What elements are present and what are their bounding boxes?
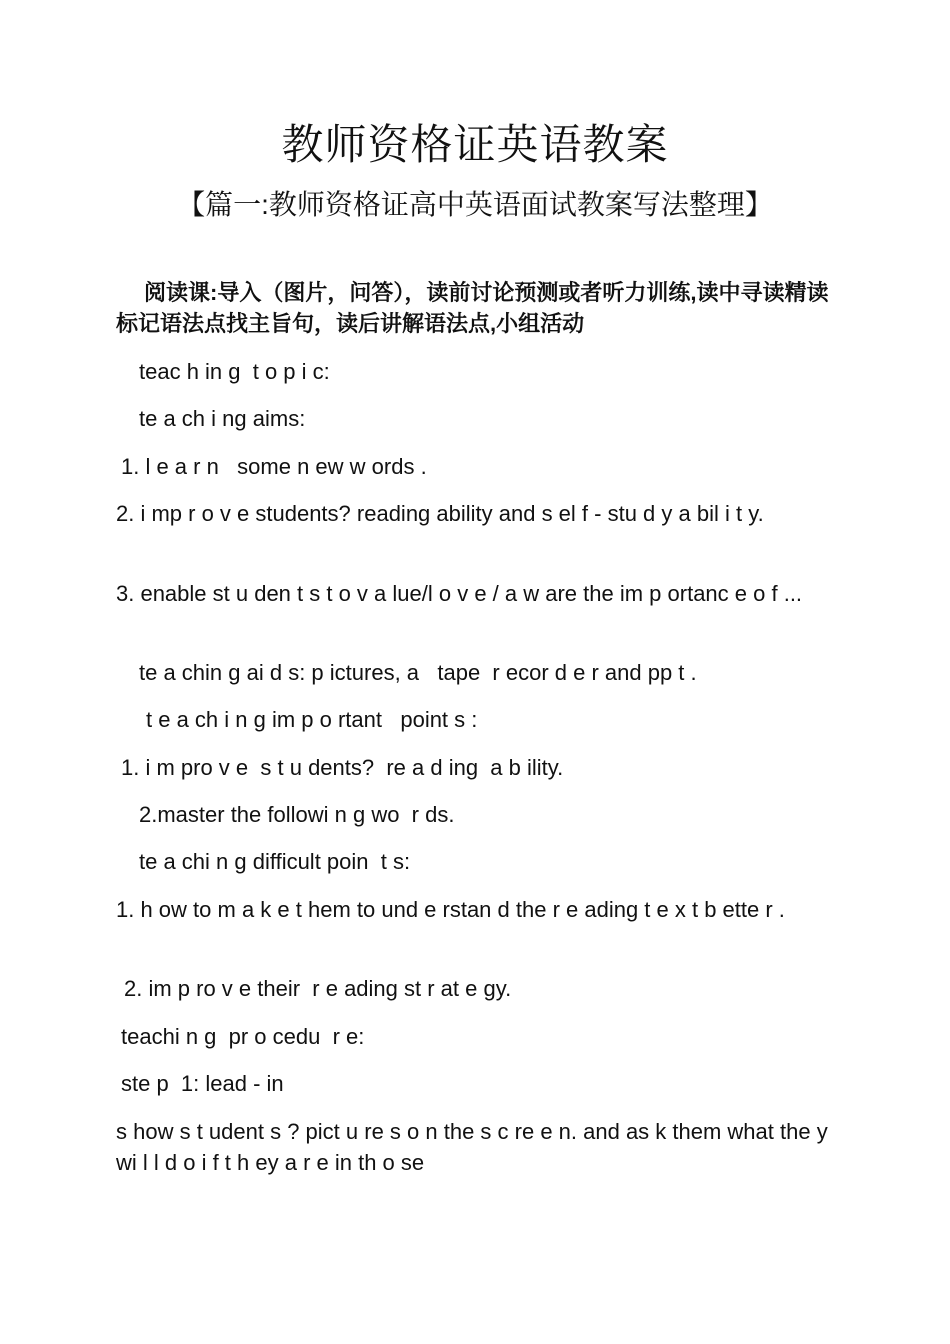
line-teaching-procedure: teachi n g pr o cedu r e: [121,1024,365,1049]
line-teaching-aims: te a ch i ng aims: [139,406,306,431]
line-important-1: 1. i m pro v e s t u dents? re a d ing a b ility. [121,755,564,780]
line-aim-3: 3. enable st u den t s t o v a lue/l o v e / a w are the im p ortanc e o f ... [116,581,803,606]
line-teaching-topic: teac h in g t o p i c: [139,359,330,384]
line-difficult-2: 2. im p ro v e their r e ading st r at e gy. [124,976,512,1001]
line-aim-1: 1. l e a r n some n ew w ords . [121,454,427,479]
document-subtitle: 【篇一:教师资格证高中英语面试教案写法整理】 [177,189,773,220]
intro-text: 阅读课:导入（图片，问答），读前讨论预测或者听力训练,读中寻读精读标记语法点找主旨句，读后讲解语法点,小组活动 [116,280,829,336]
line-difficult-1: 1. h ow to m a k e t hem to und e rstan d the r e ading t e x t b ette r . [116,897,785,922]
line-aim-2: 2. i mp r o v e students? reading ability and s el f - stu d y a bil i t y. [116,501,764,526]
intro-paragraph [116,277,836,339]
document-title: 教师资格证英语教案 [281,121,669,168]
line-teaching-aids: te a chin g ai d s: p ictures, a tape r ecor d e r and pp t . [139,660,697,685]
line-step-1-detail: s how s t udent s ? pict u re s o n the s c re e n. and as k them what the y wi l l d o i f t h ey a r e in th o se [116,1119,828,1175]
line-important-2: 2.master the followi n g wo r ds. [139,802,455,827]
line-important-points: t e a ch i n g im p o rtant point s : [146,707,478,732]
line-step-1: ste p 1: lead - in [121,1071,284,1096]
line-difficult-points: te a chi n g difficult poin t s: [139,849,411,874]
